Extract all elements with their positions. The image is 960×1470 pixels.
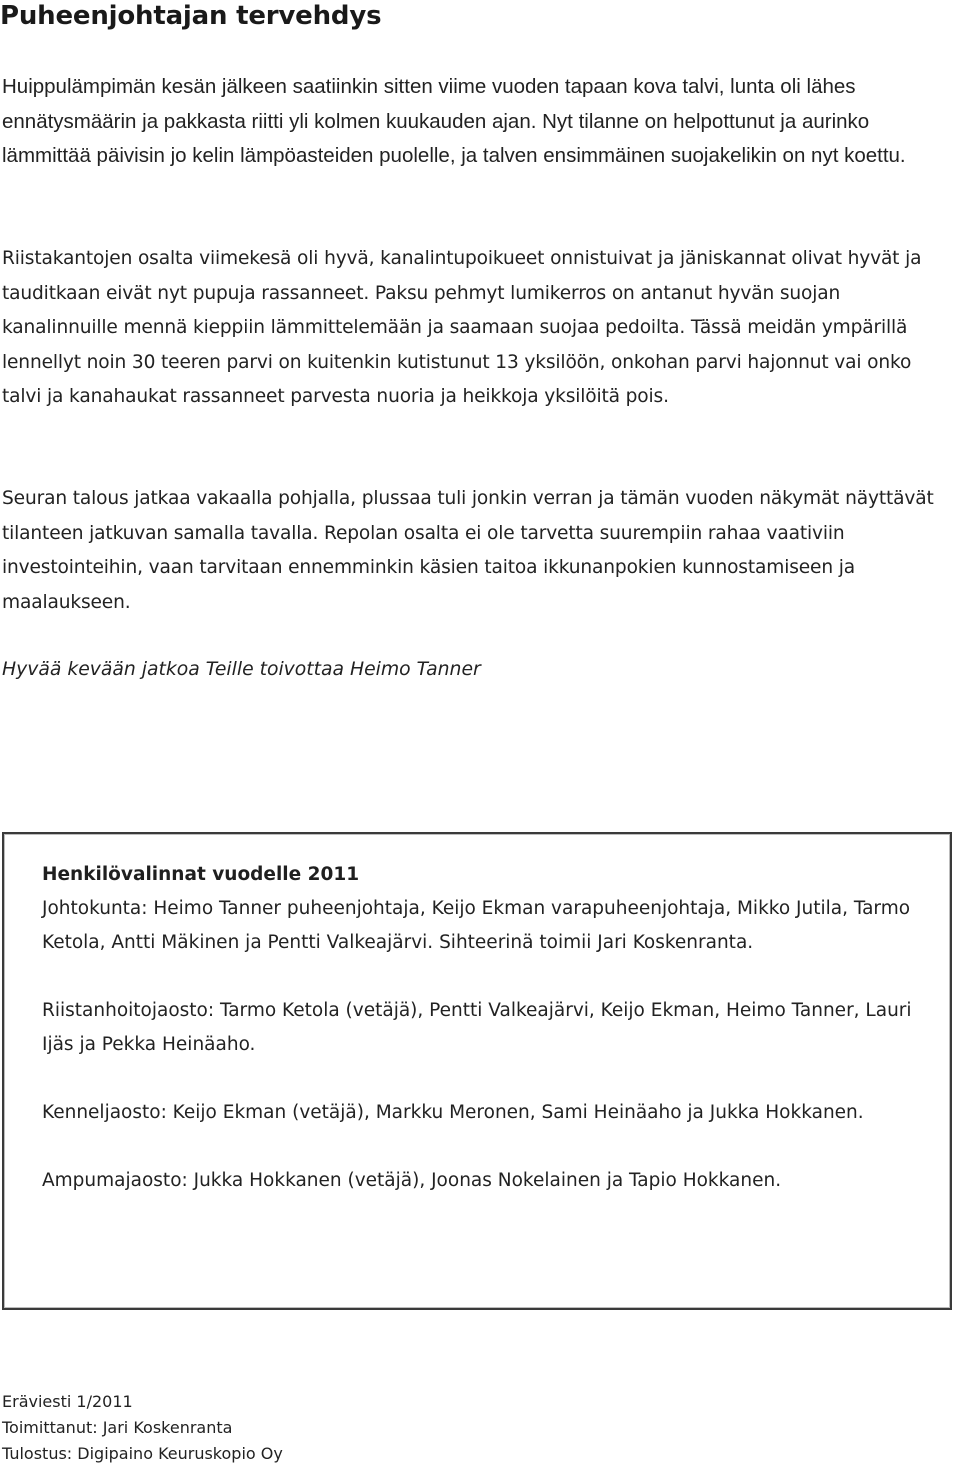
staff-selections-content	[42, 858, 912, 1198]
signoff: Hyvää kevään jatkoa Teille toivottaa Heimo Tanner	[2, 659, 481, 680]
paragraph-finances: Seuran talous jatkaa vakaalla pohjalla, plussaa tuli jonkin verran ja tämän vuoden näkymät näyttävät tilanteen jatkuvan samalla tavalla. Repolan osalta ei ole tarvetta suurempiin rahaa vaativiin investointeihin, vaan tarvitaan ennemminkin käsien taitoa ikkunanpokien kunnostamiseen ja maalaukseen.	[2, 488, 934, 613]
staff-selections-box	[2, 832, 952, 1310]
paragraph-game-populations: Riistakantojen osalta viimekesä oli hyvä, kanalintupoikueet onnistuivat ja jäniskannat olivat hyvät ja tauditkaan eivät nyt pupuja rassanneet. Paksu pehmyt lumikerros on antanut hyvän suojan kanalinnuille mennä kieppiin lämmittelemään ja saamaan suojaa pedoilta. Tässä meidän ympärillä lennellyt noin 30 teeren parvi on kuitenkin kutistunut 13 yksilöön, onkohan parvi hajonnut vai onko talvi ja kanahaukat rassanneet parvesta nuoria ja heikkoja yksilöitä pois.	[2, 248, 922, 407]
shooting-committee-entry: Ampumajaosto: Jukka Hokkanen (vetäjä), Joonas Nokelainen ja Tapio Hokkanen.	[42, 1170, 782, 1191]
page-title: Puheenjohtajan tervehdys	[0, 1, 382, 31]
board-entry: Johtokunta: Heimo Tanner puheenjohtaja, Keijo Ekman varapuheenjohtaja, Mikko Jutila, Tarmo Ketola, Antti Mäkinen ja Pentti Valkeajärvi. Sihteerinä toimii Jari Koskenranta.	[42, 898, 911, 953]
issue-label: Eräviesti 1/2011	[2, 1392, 133, 1411]
editor-label: Toimittanut: Jari Koskenranta	[2, 1418, 233, 1437]
game-management-committee-entry: Riistanhoitojaosto: Tarmo Ketola (vetäjä), Pentti Valkeajärvi, Keijo Ekman, Heimo Tanner, Lauri Ijäs ja Pekka Heinäaho.	[42, 1000, 912, 1055]
staff-selections-title: Henkilövalinnat vuodelle 2011	[42, 864, 360, 885]
kennel-committee-entry: Kenneljaosto: Keijo Ekman (vetäjä), Markku Meronen, Sami Heinäaho ja Jukka Hokkanen.	[42, 1102, 864, 1123]
printer-label: Tulostus: Digipaino Keuruskopio Oy	[2, 1444, 283, 1463]
colophon	[2, 1389, 283, 1467]
paragraph-weather: Huippulämpimän kesän jälkeen saatiinkin sitten viime vuoden tapaan kova talvi, lunta oli lähes ennätysmäärin ja pakkasta riitti yli kolmen kuukauden ajan. Nyt tilanne on helpottunut ja aurinko lämmittää päivisin jo kelin lämpöasteiden puolelle, ja talven ensimmäinen suojakelikin on nyt koettu.	[2, 75, 906, 167]
